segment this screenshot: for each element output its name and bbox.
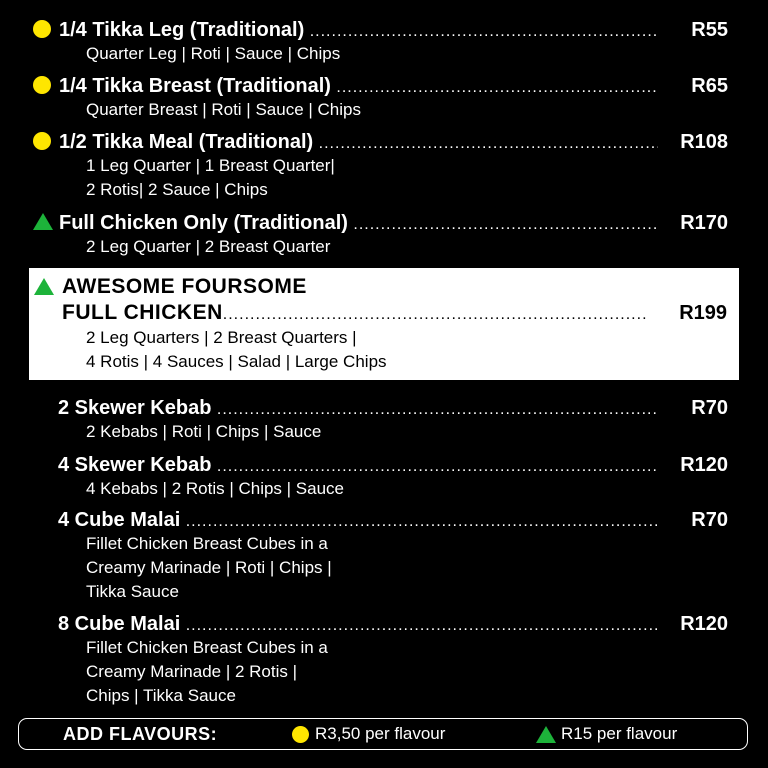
green-triangle-icon: [536, 726, 556, 743]
triangle-flavour-price: R15 per flavour: [561, 724, 678, 743]
item-price: R70: [691, 397, 728, 419]
item-description: Fillet Chicken Breast Cubes in a Creamy Marinade | 2 Rotis | Chips | Tikka Sauce: [86, 638, 328, 705]
item-name: 1/4 Tikka Leg (Traditional) .....: [59, 15, 658, 47]
item-price: R55: [691, 19, 728, 41]
item-description: Quarter Leg | Roti | Sauce | Chips: [86, 44, 341, 63]
item-name: 8 Cube Malai .....: [58, 609, 658, 641]
item-description: 2 Leg Quarter | 2 Breast Quarter: [86, 237, 331, 256]
featured-price: R199: [679, 302, 727, 324]
item-description: 2 Kebabs | Roti | Chips | Sauce: [86, 422, 322, 441]
item-price: R120: [680, 454, 728, 476]
item-description: 1 Leg Quarter | 1 Breast Quarter| 2 Rotis| 2 Sauce | Chips: [86, 156, 335, 199]
featured-title-row: [62, 298, 727, 328]
yellow-circle-icon: [33, 76, 51, 94]
item-name: 1/2 Tikka Meal (Traditional) .....: [59, 127, 658, 159]
green-triangle-icon: [34, 278, 54, 295]
item-description: Quarter Breast | Roti | Sauce | Chips: [86, 100, 361, 119]
yellow-circle-icon: [33, 132, 51, 150]
green-triangle-icon: [33, 213, 53, 230]
featured-item-awesome-foursome: [29, 268, 739, 380]
item-name: 1/4 Tikka Breast (Traditional) .....: [59, 71, 658, 103]
featured-title-line2: FULL CHICKEN .....: [62, 298, 647, 330]
featured-title-line1: AWESOME FOURSOME: [62, 275, 307, 298]
yellow-circle-icon: [292, 726, 309, 743]
item-name: Full Chicken Only (Traditional) .....: [59, 208, 658, 240]
item-name: 4 Skewer Kebab .....: [58, 450, 658, 482]
item-description: 4 Kebabs | 2 Rotis | Chips | Sauce: [86, 479, 344, 498]
item-description: Fillet Chicken Breast Cubes in a Creamy Marinade | Roti | Chips | Tikka Sauce: [86, 534, 332, 601]
add-flavours-label: ADD FLAVOURS:: [63, 724, 218, 744]
item-name: 2 Skewer Kebab .....: [58, 393, 658, 425]
item-price: R108: [680, 131, 728, 153]
featured-description: 2 Leg Quarters | 2 Breast Quarters | 4 Rotis | 4 Sauces | Salad | Large Chips: [86, 328, 387, 371]
item-price: R65: [691, 75, 728, 97]
circle-flavour-price: R3,50 per flavour: [315, 724, 446, 743]
item-price: R70: [691, 509, 728, 531]
item-name: 4 Cube Malai .....: [58, 505, 658, 537]
add-flavours-footer: [18, 718, 748, 750]
yellow-circle-icon: [33, 20, 51, 38]
item-price: R170: [680, 212, 728, 234]
item-price: R120: [680, 613, 728, 635]
